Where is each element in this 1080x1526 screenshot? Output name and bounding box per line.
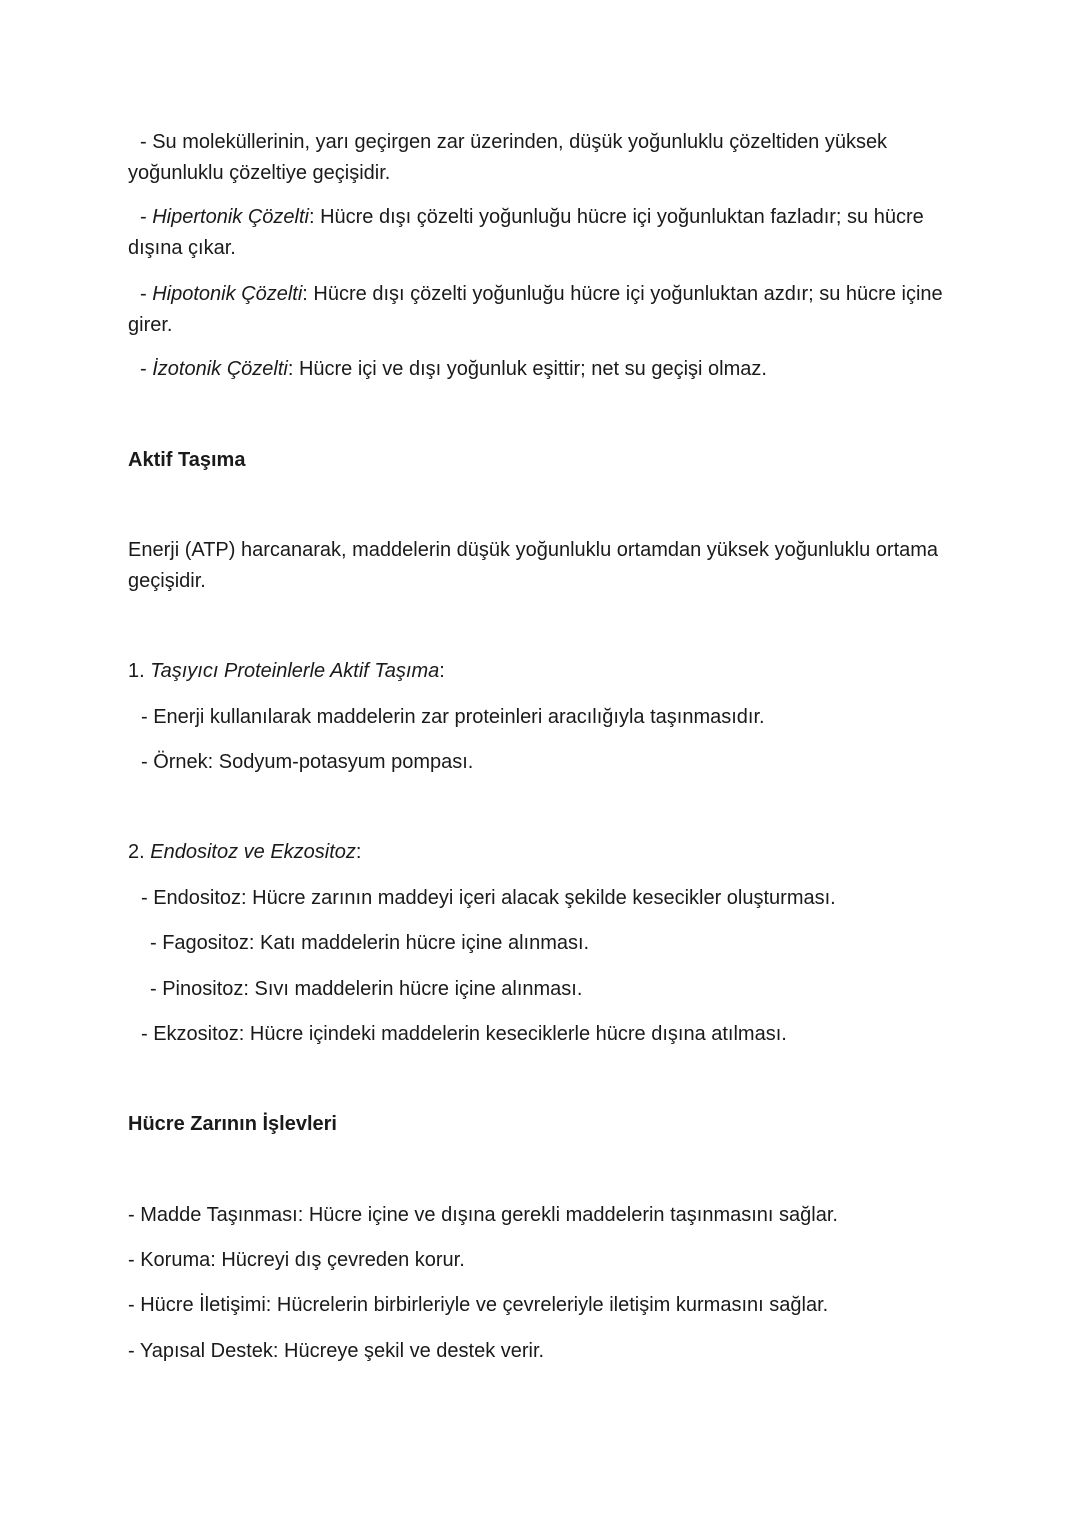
function-item: - Madde Taşınması: Hücre içine ve dışına gerekli maddelerin taşınmasını sağlar.	[128, 1204, 838, 1226]
function-item: - Yapısal Destek: Hücreye şekil ve destek verir.	[128, 1340, 545, 1362]
endo-exo-item-title	[128, 837, 948, 868]
active-transport-definition: Enerji (ATP) harcanarak, maddelerin düşük yoğunluklu ortamdan yüksek yoğunluklu ortama geçişidir.	[128, 539, 939, 592]
hypertonic-prefix: -	[140, 206, 153, 228]
hypotonic-term: Hipotonik Çözelti	[152, 283, 303, 305]
pinocytosis-line: - Pinositoz: Sıvı maddelerin hücre içine alınması.	[150, 978, 583, 1000]
item2-number: 2.	[128, 841, 151, 863]
item1-suffix: :	[439, 660, 445, 682]
isotonic-solution-paragraph	[128, 354, 948, 385]
hypertonic-term: Hipertonik Çözelti	[152, 206, 309, 228]
hypertonic-solution-paragraph	[128, 202, 948, 264]
phagocytosis-line: - Fagositoz: Katı maddelerin hücre içine alınması.	[150, 932, 590, 954]
hypotonic-prefix: -	[140, 283, 153, 305]
osmosis-definition: - Su moleküllerinin, yarı geçirgen zar üzerinden, düşük yoğunluklu çözeltiden yüksek yoğunluklu çözeltiye geçişidir.	[128, 131, 888, 184]
hypotonic-text: : Hücre dışı çözelti yoğunluğu hücre içi yoğunluktan azdır; su hücre içine girer.	[128, 283, 943, 336]
membrane-functions-heading: Hücre Zarının İşlevleri	[128, 1113, 337, 1135]
item2-suffix: :	[355, 841, 362, 863]
hypotonic-solution-paragraph	[128, 279, 948, 341]
item1-number: 1.	[128, 660, 151, 682]
hypertonic-text: : Hücre dışı çözelti yoğunluğu hücre içi yoğunluktan fazladır; su hücre dışına çıkar.	[128, 206, 924, 259]
endocytosis-line: - Endositoz: Hücre zarının maddeyi içeri alacak şekilde kesecikler oluşturması.	[141, 887, 836, 909]
carrier-protein-line2: - Örnek: Sodyum-potasyum pompası.	[141, 751, 474, 773]
isotonic-term: İzotonik Çözelti	[152, 358, 288, 380]
isotonic-prefix: -	[140, 358, 153, 380]
item2-term: Endositoz ve Ekzositoz	[150, 841, 356, 863]
carrier-protein-item-title	[128, 656, 948, 687]
function-item: - Hücre İletişimi: Hücrelerin birbirleriyle ve çevreleriyle iletişim kurmasını sağlar.	[128, 1294, 829, 1316]
exocytosis-line: - Ekzositoz: Hücre içindeki maddelerin keseciklerle hücre dışına atılması.	[141, 1023, 787, 1045]
carrier-protein-line1: - Enerji kullanılarak maddelerin zar proteinleri aracılığıyla taşınmasıdır.	[141, 706, 765, 728]
function-item: - Koruma: Hücreyi dış çevreden korur.	[128, 1249, 465, 1271]
active-transport-heading: Aktif Taşıma	[128, 449, 246, 471]
item1-term: Taşıyıcı Proteinlerle Aktif Taşıma	[150, 660, 440, 682]
isotonic-text: : Hücre içi ve dışı yoğunluk eşittir; net su geçişi olmaz.	[287, 358, 767, 380]
